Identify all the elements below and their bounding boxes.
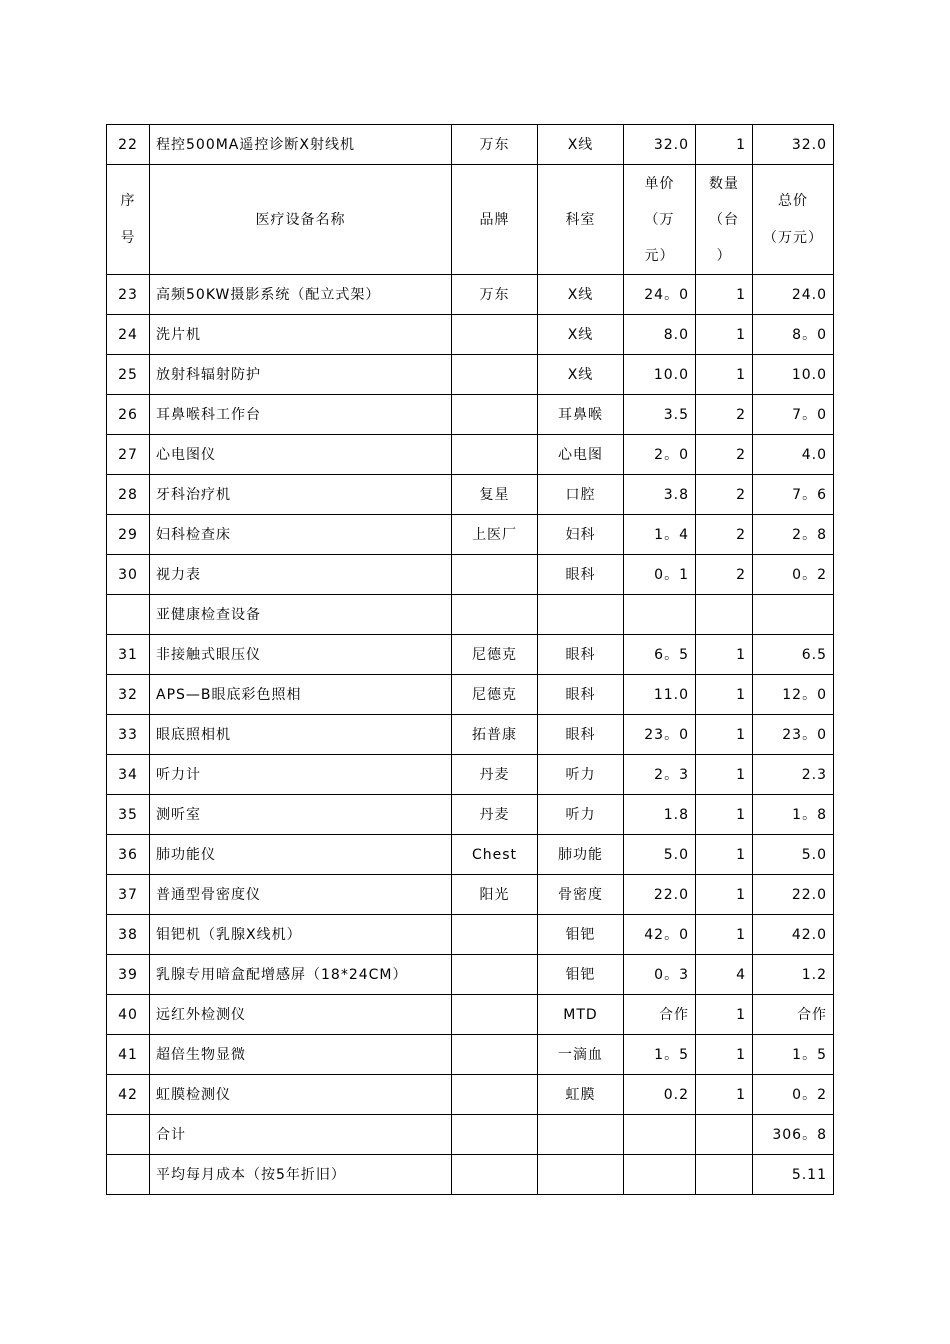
unit-price <box>624 1155 696 1195</box>
brand <box>452 915 538 955</box>
header-name: 医疗设备名称 <box>150 165 452 275</box>
table-row <box>107 555 834 595</box>
row-number: 22 <box>107 125 150 165</box>
unit-price: 1。4 <box>624 515 696 555</box>
equipment-name: 平均每月成本（按5年折旧） <box>150 1155 452 1195</box>
total-price: 7。6 <box>753 475 834 515</box>
total-price: 4.0 <box>753 435 834 475</box>
unit-price: 5.0 <box>624 835 696 875</box>
total-price: 32.0 <box>753 125 834 165</box>
quantity <box>696 1115 753 1155</box>
unit-price: 22.0 <box>624 875 696 915</box>
brand <box>452 355 538 395</box>
quantity <box>696 595 753 635</box>
total-price: 24.0 <box>753 275 834 315</box>
brand <box>452 955 538 995</box>
total-price: 306。8 <box>753 1115 834 1155</box>
table-row <box>107 955 834 995</box>
brand: 尼德克 <box>452 675 538 715</box>
department: 一滴血 <box>538 1035 624 1075</box>
table-row <box>107 275 834 315</box>
row-number: 34 <box>107 755 150 795</box>
unit-price: 3.5 <box>624 395 696 435</box>
unit-price: 42。0 <box>624 915 696 955</box>
equipment-name: 放射科辐射防护 <box>150 355 452 395</box>
total-price: 2。8 <box>753 515 834 555</box>
department: 口腔 <box>538 475 624 515</box>
department: 眼科 <box>538 675 624 715</box>
quantity: 1 <box>696 315 753 355</box>
equipment-name: 乳腺专用暗盒配增感屏（18*24CM） <box>150 955 452 995</box>
unit-price: 6。5 <box>624 635 696 675</box>
brand: 阳光 <box>452 875 538 915</box>
row-number: 39 <box>107 955 150 995</box>
table-row <box>107 835 834 875</box>
header-quantity-line: ） <box>716 247 732 264</box>
brand <box>452 1075 538 1115</box>
department: X线 <box>538 315 624 355</box>
department: 眼科 <box>538 715 624 755</box>
table-row <box>107 435 834 475</box>
header-total-price-line: （万元） <box>763 229 823 246</box>
header-quantity <box>696 165 753 275</box>
equipment-name: 亚健康检查设备 <box>150 595 452 635</box>
row-number: 25 <box>107 355 150 395</box>
department: 钼钯 <box>538 955 624 995</box>
brand: 上医厂 <box>452 515 538 555</box>
brand <box>452 595 538 635</box>
brand <box>452 315 538 355</box>
table-row <box>107 755 834 795</box>
quantity: 1 <box>696 795 753 835</box>
row-number <box>107 595 150 635</box>
quantity <box>696 1155 753 1195</box>
department <box>538 1115 624 1155</box>
department: 肺功能 <box>538 835 624 875</box>
total-price: 1。5 <box>753 1035 834 1075</box>
total-price: 0。2 <box>753 1075 834 1115</box>
quantity: 2 <box>696 555 753 595</box>
unit-price: 32.0 <box>624 125 696 165</box>
department: X线 <box>538 355 624 395</box>
total-price: 8。0 <box>753 315 834 355</box>
quantity: 1 <box>696 835 753 875</box>
equipment-name: 测听室 <box>150 795 452 835</box>
header-total-price <box>753 165 834 275</box>
equipment-name: 耳鼻喉科工作台 <box>150 395 452 435</box>
department: 听力 <box>538 795 624 835</box>
row-number <box>107 1115 150 1155</box>
table-row <box>107 1115 834 1155</box>
total-price: 6.5 <box>753 635 834 675</box>
table-row <box>107 715 834 755</box>
header-total-price-line: 总价 <box>778 192 808 209</box>
row-number: 29 <box>107 515 150 555</box>
row-number: 31 <box>107 635 150 675</box>
row-number: 23 <box>107 275 150 315</box>
brand: 丹麦 <box>452 755 538 795</box>
unit-price: 0。1 <box>624 555 696 595</box>
header-number <box>107 165 150 275</box>
table-row <box>107 675 834 715</box>
quantity: 1 <box>696 125 753 165</box>
department: 心电图 <box>538 435 624 475</box>
quantity: 1 <box>696 995 753 1035</box>
unit-price: 1。5 <box>624 1035 696 1075</box>
table-row <box>107 1035 834 1075</box>
equipment-table-body <box>107 125 834 1195</box>
total-price: 12。0 <box>753 675 834 715</box>
header-unit-price <box>624 165 696 275</box>
department: 钼钯 <box>538 915 624 955</box>
brand <box>452 995 538 1035</box>
department: 骨密度 <box>538 875 624 915</box>
equipment-name: 非接触式眼压仪 <box>150 635 452 675</box>
header-quantity-line: 数量 <box>709 175 739 192</box>
header-quantity-line: （台 <box>709 211 739 228</box>
brand: 丹麦 <box>452 795 538 835</box>
header-number-line: 序 <box>120 192 136 209</box>
quantity: 1 <box>696 875 753 915</box>
quantity: 1 <box>696 715 753 755</box>
quantity: 1 <box>696 915 753 955</box>
table-row <box>107 595 834 635</box>
total-price: 7。0 <box>753 395 834 435</box>
quantity: 1 <box>696 355 753 395</box>
equipment-name: 程控500MA遥控诊断X射线机 <box>150 125 452 165</box>
table-row <box>107 315 834 355</box>
brand: 万东 <box>452 125 538 165</box>
equipment-table <box>106 124 834 1195</box>
table-row <box>107 995 834 1035</box>
brand <box>452 435 538 475</box>
table-row <box>107 635 834 675</box>
department <box>538 595 624 635</box>
unit-price: 3.8 <box>624 475 696 515</box>
quantity: 2 <box>696 435 753 475</box>
brand <box>452 395 538 435</box>
department: 眼科 <box>538 555 624 595</box>
unit-price: 2。0 <box>624 435 696 475</box>
brand <box>452 1115 538 1155</box>
department: X线 <box>538 275 624 315</box>
row-number: 26 <box>107 395 150 435</box>
equipment-name: 妇科检查床 <box>150 515 452 555</box>
total-price: 10.0 <box>753 355 834 395</box>
total-price: 42.0 <box>753 915 834 955</box>
table-row <box>107 1155 834 1195</box>
equipment-name: 虹膜检测仪 <box>150 1075 452 1115</box>
unit-price: 合作 <box>624 995 696 1035</box>
table-row <box>107 515 834 555</box>
total-price <box>753 595 834 635</box>
equipment-name: 肺功能仪 <box>150 835 452 875</box>
quantity: 2 <box>696 395 753 435</box>
header-department: 科室 <box>538 165 624 275</box>
row-number: 24 <box>107 315 150 355</box>
equipment-name: 洗片机 <box>150 315 452 355</box>
unit-price: 2。3 <box>624 755 696 795</box>
row-number: 41 <box>107 1035 150 1075</box>
brand <box>452 555 538 595</box>
quantity: 1 <box>696 1075 753 1115</box>
total-price: 5.11 <box>753 1155 834 1195</box>
table-row <box>107 395 834 435</box>
unit-price: 11.0 <box>624 675 696 715</box>
equipment-name: 超倍生物显微 <box>150 1035 452 1075</box>
equipment-name: 牙科治疗机 <box>150 475 452 515</box>
row-number: 37 <box>107 875 150 915</box>
total-price: 5.0 <box>753 835 834 875</box>
unit-price <box>624 595 696 635</box>
equipment-name: 心电图仪 <box>150 435 452 475</box>
brand: 尼德克 <box>452 635 538 675</box>
equipment-name: 高频50KW摄影系统（配立式架） <box>150 275 452 315</box>
row-number: 35 <box>107 795 150 835</box>
total-price: 0。2 <box>753 555 834 595</box>
table-row <box>107 1075 834 1115</box>
quantity: 4 <box>696 955 753 995</box>
unit-price: 23。0 <box>624 715 696 755</box>
row-number: 33 <box>107 715 150 755</box>
department <box>538 1155 624 1195</box>
total-price: 23。0 <box>753 715 834 755</box>
unit-price: 0.2 <box>624 1075 696 1115</box>
brand <box>452 1035 538 1075</box>
department: 听力 <box>538 755 624 795</box>
unit-price <box>624 1115 696 1155</box>
quantity: 2 <box>696 475 753 515</box>
equipment-name: APS—B眼底彩色照相 <box>150 675 452 715</box>
table-row <box>107 915 834 955</box>
row-number: 28 <box>107 475 150 515</box>
brand <box>452 1155 538 1195</box>
table-row <box>107 875 834 915</box>
quantity: 1 <box>696 275 753 315</box>
table-row <box>107 125 834 165</box>
row-number: 42 <box>107 1075 150 1115</box>
equipment-name: 远红外检测仪 <box>150 995 452 1035</box>
brand: 拓普康 <box>452 715 538 755</box>
total-price: 2.3 <box>753 755 834 795</box>
equipment-name: 普通型骨密度仪 <box>150 875 452 915</box>
table-header-row <box>107 165 834 275</box>
department: 眼科 <box>538 635 624 675</box>
header-brand: 品牌 <box>452 165 538 275</box>
brand: 万东 <box>452 275 538 315</box>
brand: 复星 <box>452 475 538 515</box>
total-price: 1。8 <box>753 795 834 835</box>
brand: Chest <box>452 835 538 875</box>
unit-price: 10.0 <box>624 355 696 395</box>
department: 虹膜 <box>538 1075 624 1115</box>
equipment-name: 眼底照相机 <box>150 715 452 755</box>
unit-price: 8.0 <box>624 315 696 355</box>
table-row <box>107 795 834 835</box>
row-number: 30 <box>107 555 150 595</box>
equipment-name: 听力计 <box>150 755 452 795</box>
quantity: 1 <box>696 1035 753 1075</box>
equipment-name: 钼钯机（乳腺X线机） <box>150 915 452 955</box>
row-number: 38 <box>107 915 150 955</box>
quantity: 1 <box>696 635 753 675</box>
row-number: 27 <box>107 435 150 475</box>
table-row <box>107 355 834 395</box>
row-number: 40 <box>107 995 150 1035</box>
quantity: 1 <box>696 755 753 795</box>
total-price: 合作 <box>753 995 834 1035</box>
unit-price: 1.8 <box>624 795 696 835</box>
header-unit-price-line: 元） <box>644 247 675 264</box>
department: 耳鼻喉 <box>538 395 624 435</box>
equipment-name: 视力表 <box>150 555 452 595</box>
header-unit-price-line: 单价 <box>644 175 675 192</box>
equipment-name: 合计 <box>150 1115 452 1155</box>
department: MTD <box>538 995 624 1035</box>
row-number <box>107 1155 150 1195</box>
header-number-line: 号 <box>120 229 136 246</box>
total-price: 1.2 <box>753 955 834 995</box>
unit-price: 0。3 <box>624 955 696 995</box>
unit-price: 24。0 <box>624 275 696 315</box>
row-number: 36 <box>107 835 150 875</box>
total-price: 22.0 <box>753 875 834 915</box>
department: 妇科 <box>538 515 624 555</box>
quantity: 2 <box>696 515 753 555</box>
quantity: 1 <box>696 675 753 715</box>
department: X线 <box>538 125 624 165</box>
table-row <box>107 475 834 515</box>
row-number: 32 <box>107 675 150 715</box>
header-unit-price-line: （万 <box>644 211 675 228</box>
